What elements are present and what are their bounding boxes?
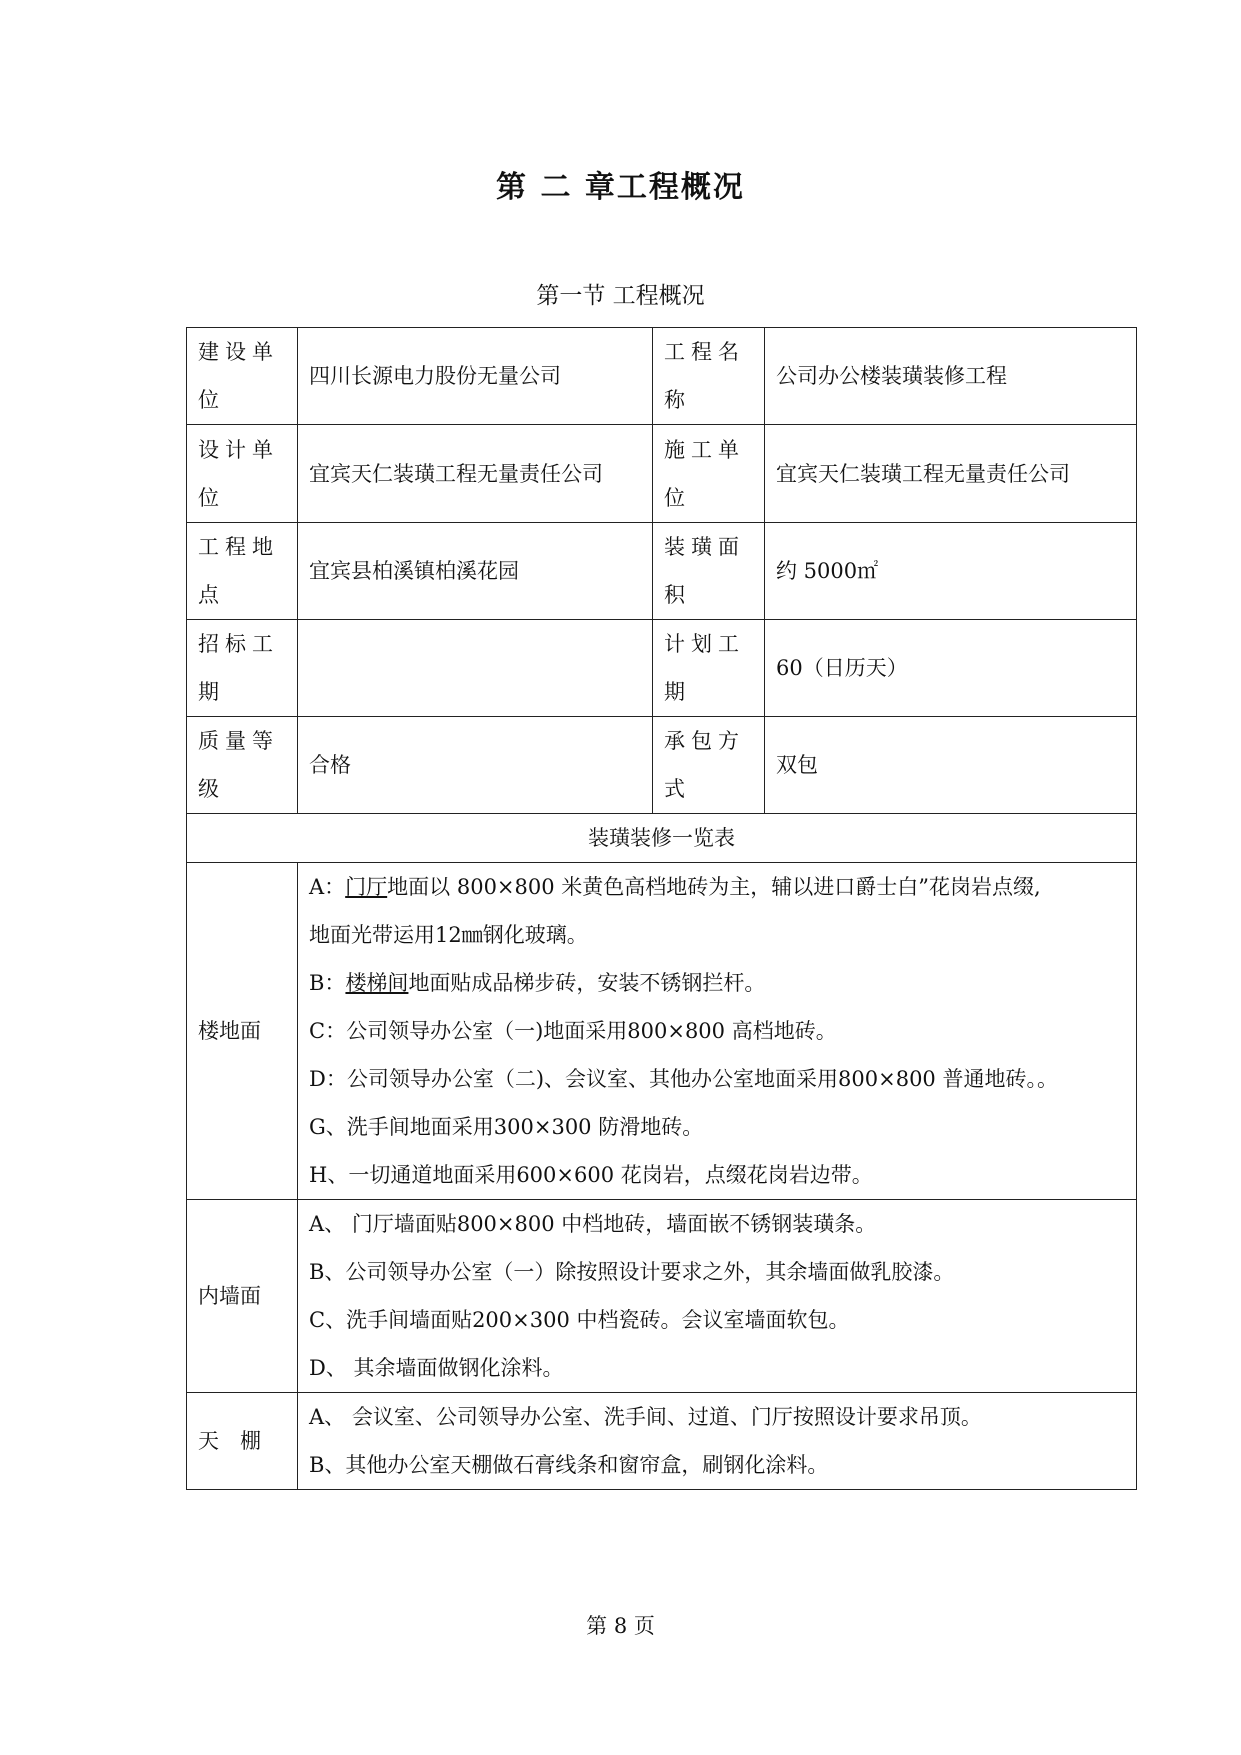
info-label: 计划工期 <box>653 620 765 717</box>
info-row <box>187 425 1137 523</box>
info-label: 质量等级 <box>187 717 298 814</box>
info-row <box>187 523 1137 620</box>
overview-header: 装璜装修一览表 <box>187 814 1137 863</box>
info-label: 装璜面积 <box>653 523 765 620</box>
floor-line-c: C：公司领导办公室（一)地面采用800×800 高档地砖。 <box>309 1019 837 1043</box>
floor-a-rest: 地面以 800×800 米黄色高档地砖为主，辅以进口爵士白”花岗岩点缀, <box>387 875 1041 899</box>
project-info-table <box>186 327 1137 1490</box>
info-value: 公司办公楼装璜装修工程 <box>765 328 1137 425</box>
section-title: 第一节 工程概况 <box>536 283 705 309</box>
info-value: 宜宾县柏溪镇柏溪花园 <box>298 523 653 620</box>
info-label: 工程名称 <box>653 328 765 425</box>
wall-description <box>298 1200 1137 1393</box>
info-value: 四川长源电力股份无量公司 <box>298 328 653 425</box>
info-row <box>187 620 1137 717</box>
overview-header-row <box>187 814 1137 863</box>
ceiling-row <box>187 1393 1137 1490</box>
floor-line-d: D：公司领导办公室（二)、会议室、其他办公室地面采用800×800 普通地砖。。 <box>309 1067 1058 1091</box>
floor-b-underlined: 楼梯间 <box>345 971 409 995</box>
wall-label: 内墙面 <box>187 1200 298 1393</box>
info-value: 60（日历天） <box>765 620 1137 717</box>
floor-label: 楼地面 <box>187 863 298 1200</box>
info-label: 建设单位 <box>187 328 298 425</box>
wall-line: B、公司领导办公室（一）除按照设计要求之外，其余墙面做乳胶漆。 <box>309 1260 955 1284</box>
info-label: 工程地点 <box>187 523 298 620</box>
floor-a-underlined: 门厅 <box>345 875 388 899</box>
wall-line: D、 其余墙面做钢化涂料。 <box>309 1356 564 1380</box>
wall-line: A、 门厅墙面贴800×800 中档地砖，墙面嵌不锈钢装璜条。 <box>309 1212 877 1236</box>
floor-line-g: G、洗手间地面采用300×300 防滑地砖。 <box>309 1115 704 1139</box>
wall-row <box>187 1200 1137 1393</box>
info-value: 宜宾天仁装璜工程无量责任公司 <box>298 425 653 523</box>
ceiling-label: 天 棚 <box>187 1393 298 1490</box>
floor-description <box>298 863 1137 1200</box>
ceiling-line: A、 会议室、公司领导办公室、洗手间、过道、门厅按照设计要求吊顶。 <box>309 1405 982 1429</box>
floor-line-a2: 地面光带运用12㎜钢化玻璃。 <box>309 923 588 947</box>
info-value: 约 5000㎡ <box>765 523 1137 620</box>
floor-line-b <box>309 959 1125 1007</box>
info-value <box>298 620 653 717</box>
info-row <box>187 717 1137 814</box>
info-label: 施工单位 <box>653 425 765 523</box>
info-value: 宜宾天仁装璜工程无量责任公司 <box>765 425 1137 523</box>
info-row <box>187 328 1137 425</box>
floor-line-a <box>309 863 1125 911</box>
floor-b-prefix: B： <box>309 971 346 995</box>
floor-line-h: H、一切通道地面采用600×600 花岗岩，点缀花岗岩边带。 <box>309 1163 873 1187</box>
info-label: 设计单位 <box>187 425 298 523</box>
floor-a-prefix: A： <box>309 875 346 899</box>
page-number: 第 8 页 <box>586 1614 655 1638</box>
wall-line: C、洗手间墙面贴200×300 中档瓷砖。会议室墙面软包。 <box>309 1308 850 1332</box>
ceiling-line: B、其他办公室天棚做石膏线条和窗帘盒，刷钢化涂料。 <box>309 1453 829 1477</box>
info-value: 双包 <box>765 717 1137 814</box>
info-label: 承包方式 <box>653 717 765 814</box>
floor-row <box>187 863 1137 1200</box>
info-value: 合格 <box>298 717 653 814</box>
floor-b-rest: 地面贴成品梯步砖，安装不锈钢拦杆。 <box>408 971 766 995</box>
chapter-title: 第 二 章工程概况 <box>496 170 745 205</box>
ceiling-description <box>298 1393 1137 1490</box>
info-label: 招标工期 <box>187 620 298 717</box>
